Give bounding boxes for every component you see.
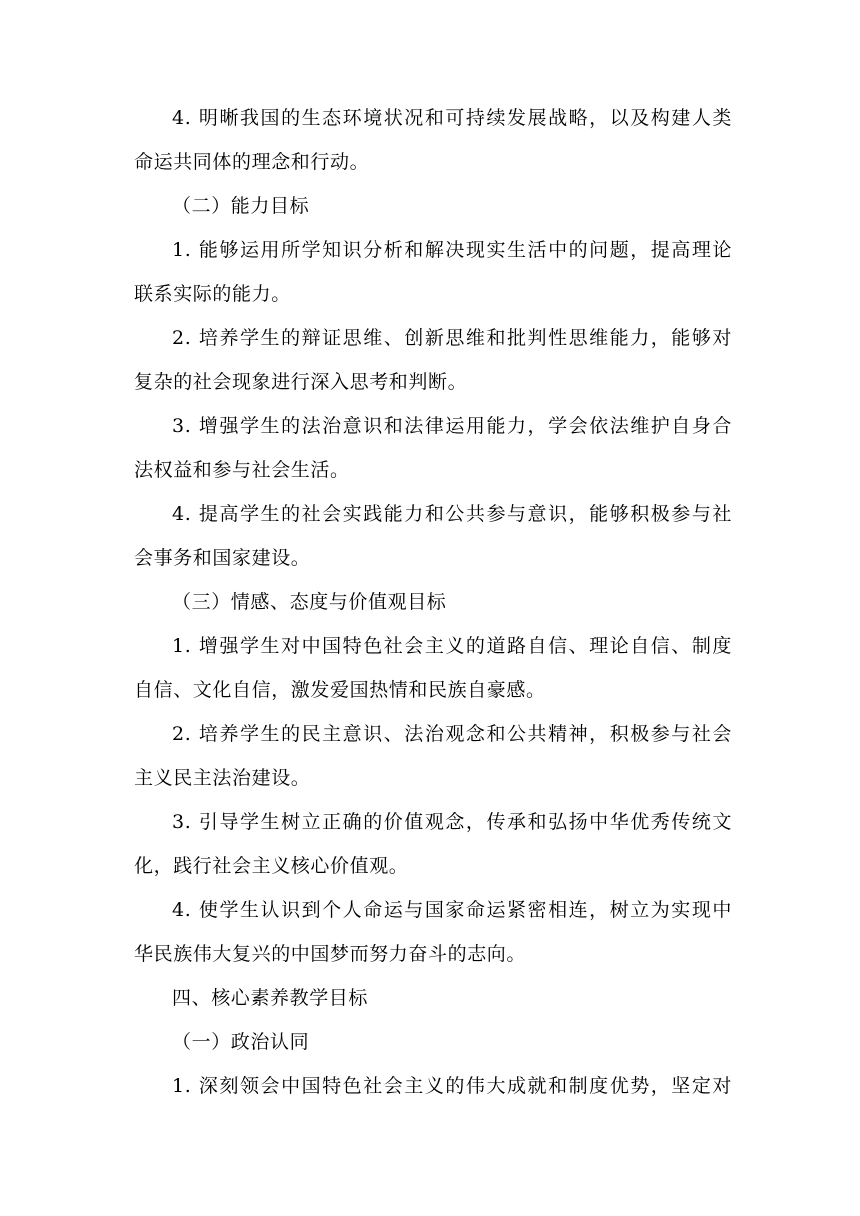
document-body (134, 96, 732, 1108)
text-line: 主义民主法治建设。 (134, 767, 311, 789)
text-line: 2. 培养学生的辩证思维、创新思维和批判性思维能力，能够对 (172, 327, 732, 349)
text-line: 华民族伟大复兴的中国梦而努力奋斗的志向。 (134, 943, 527, 965)
section-heading: （二）能力目标 (172, 195, 310, 217)
text-line: 4. 提高学生的社会实践能力和公共参与意识，能够积极参与社 (172, 503, 732, 525)
text-line: 4. 明晰我国的生态环境状况和可持续发展战略，以及构建人类 (172, 107, 732, 129)
text-line: 命运共同体的理念和行动。 (134, 151, 370, 173)
text-line: 自信、文化自信，激发爱国热情和民族自豪感。 (134, 679, 546, 701)
text-line: 2. 培养学生的民主意识、法治观念和公共精神，积极参与社会 (172, 723, 732, 745)
text-line: 1. 增强学生对中国特色社会主义的道路自信、理论自信、制度 (172, 635, 732, 657)
text-line: 1. 能够运用所学知识分析和解决现实生活中的问题，提高理论 (172, 239, 732, 261)
text-line: 3. 增强学生的法治意识和法律运用能力，学会依法维护自身合 (172, 415, 732, 437)
section-heading: （一）政治认同 (172, 1031, 310, 1053)
text-line: 复杂的社会现象进行深入思考和判断。 (134, 371, 468, 393)
text-line: 法权益和参与社会生活。 (134, 459, 350, 481)
chapter-heading: 四、核心素养教学目标 (172, 987, 369, 1009)
text-line: 3. 引导学生树立正确的价值观念，传承和弘扬中华优秀传统文 (172, 811, 732, 833)
section-heading: （三）情感、态度与价值观目标 (172, 591, 447, 613)
text-line: 1. 深刻领会中国特色社会主义的伟大成就和制度优势，坚定对 (172, 1075, 732, 1097)
text-line: 化，践行社会主义核心价值观。 (134, 855, 409, 877)
text-line: 联系实际的能力。 (134, 283, 291, 305)
text-line: 会事务和国家建设。 (134, 547, 311, 569)
text-line: 4. 使学生认识到个人命运与国家命运紧密相连，树立为实现中 (172, 899, 732, 921)
